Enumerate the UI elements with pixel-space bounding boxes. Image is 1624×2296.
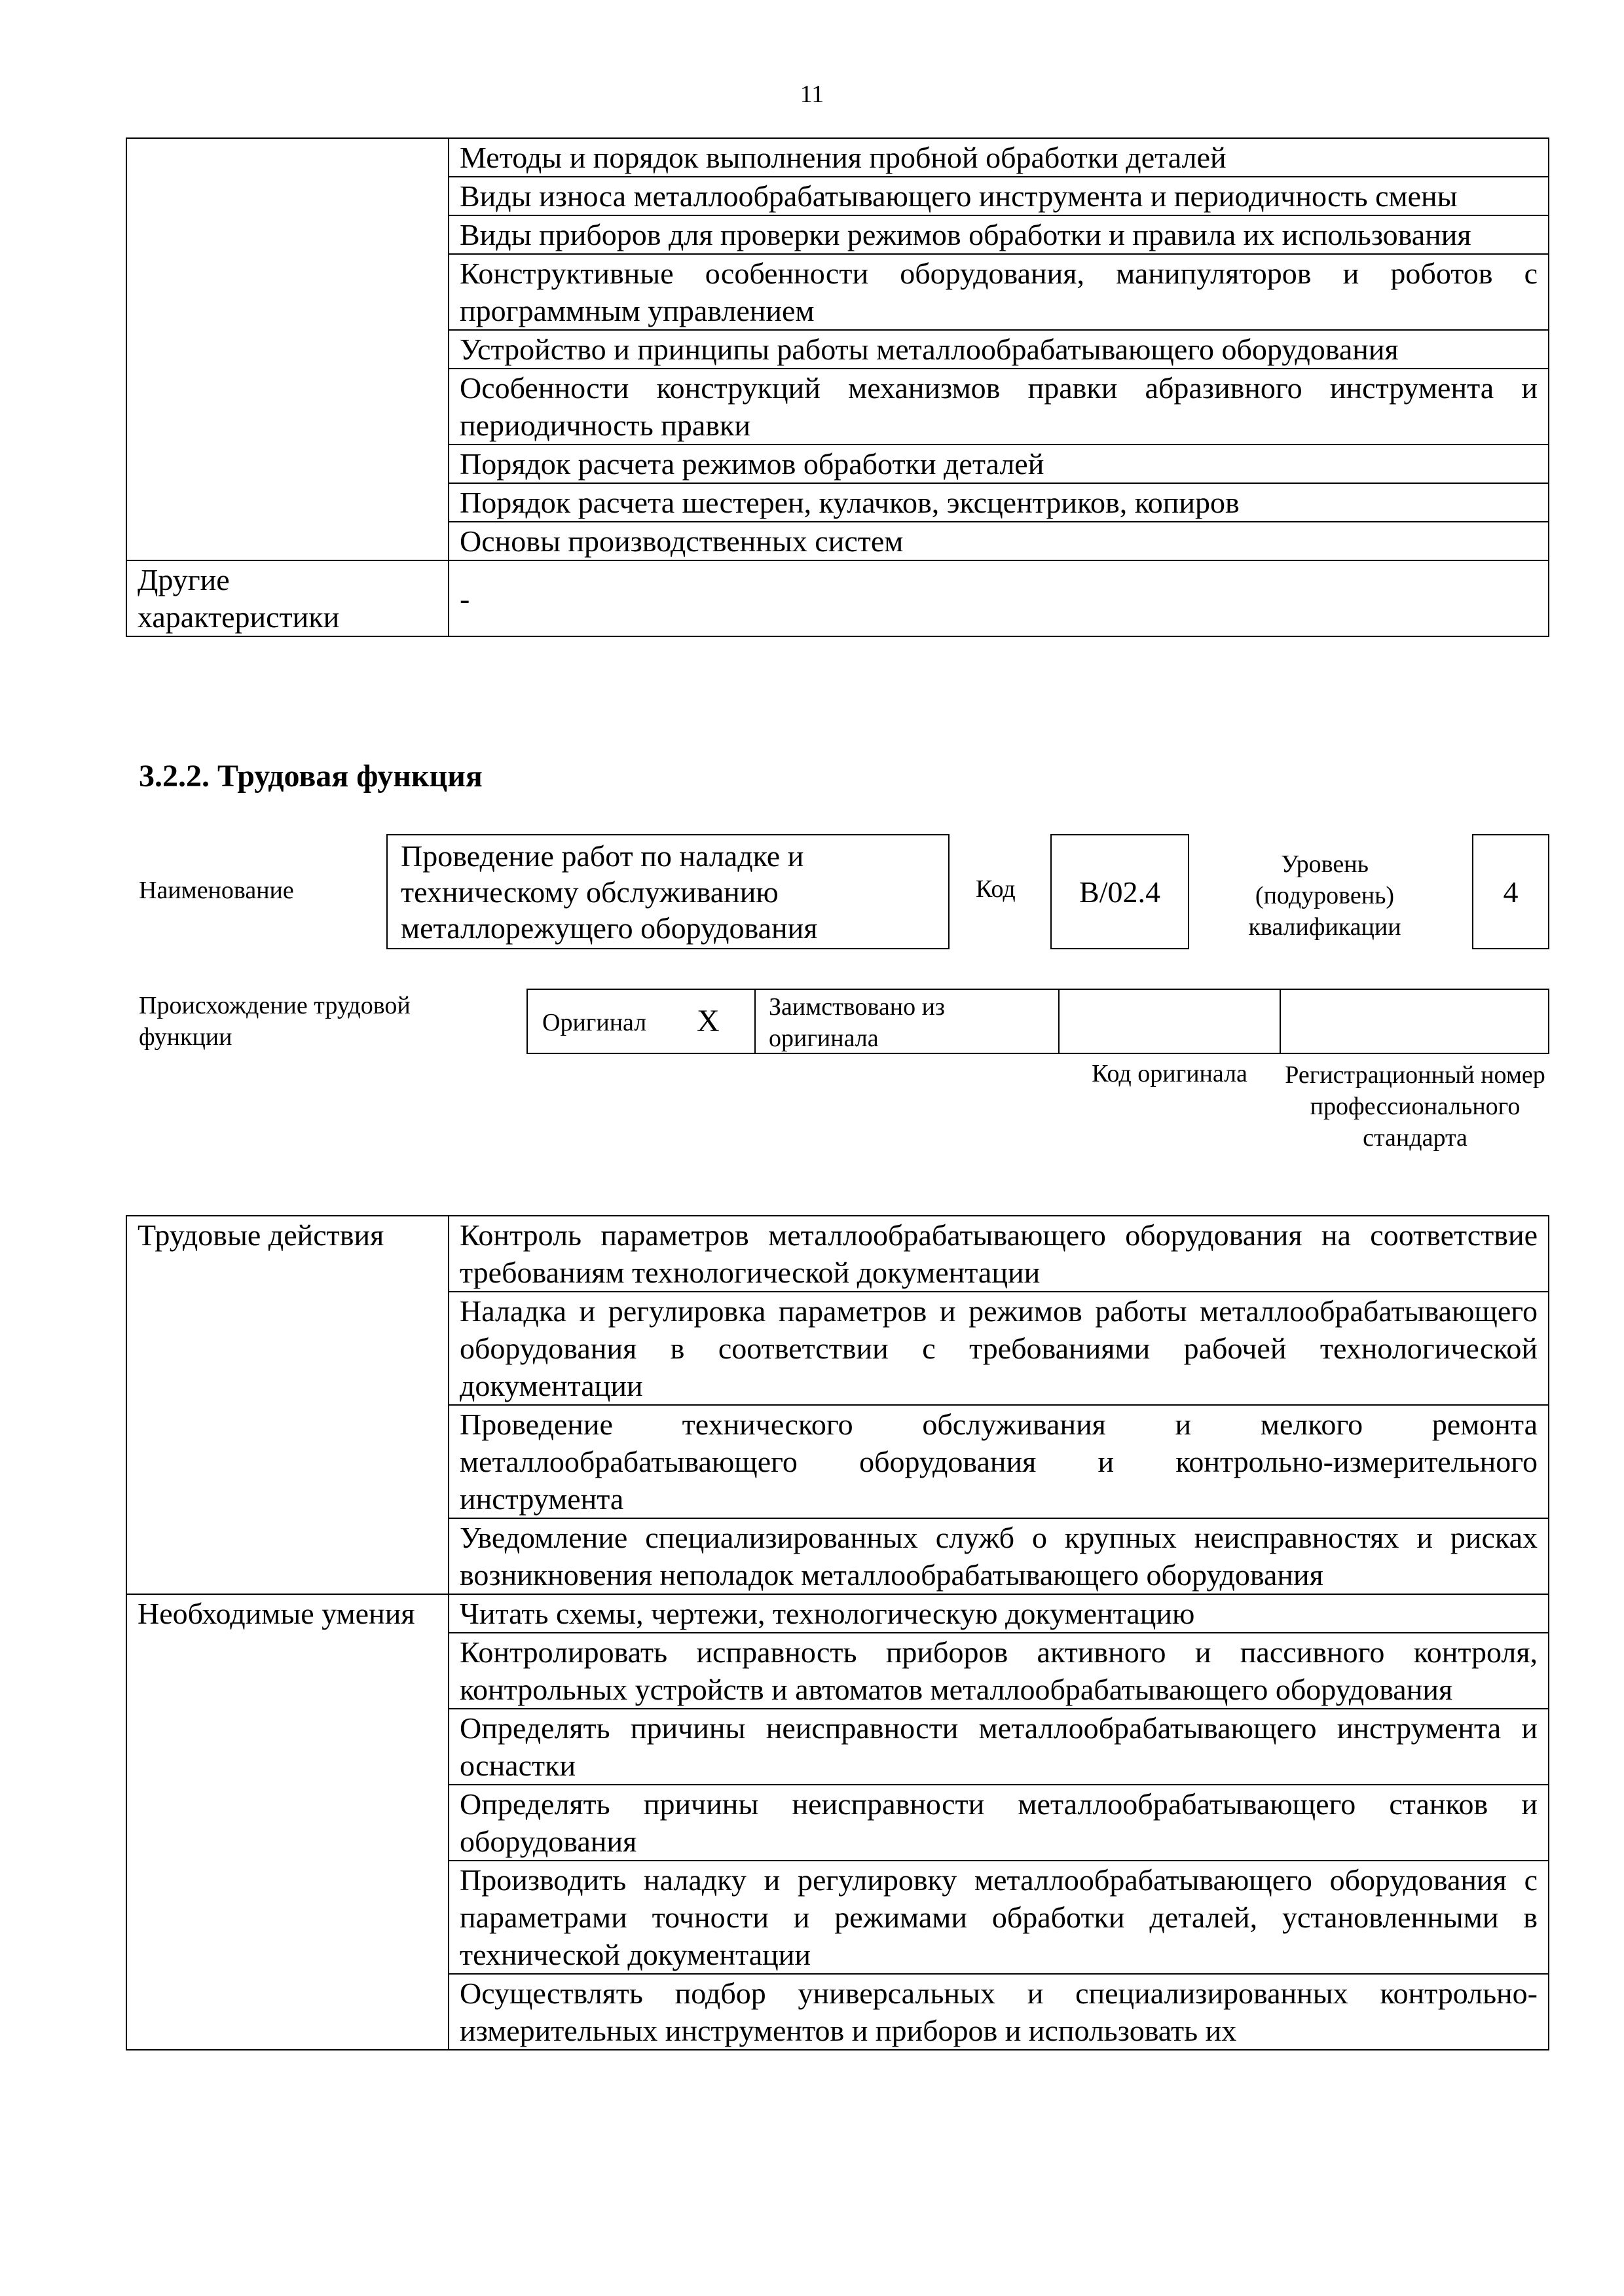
labor-action: Уведомление специализированных служб о крупных неисправностях и рисках возникновения неполадок металлообрабатывающего оборудования <box>449 1518 1549 1594</box>
origin-borrowed: Заимствовано из оригинала <box>769 993 945 1052</box>
labor-actions-label: Трудовые действия <box>126 1216 449 1594</box>
table-row <box>126 138 1549 177</box>
function-name-box <box>386 834 950 949</box>
level-label: Уровень (подуровень) квалификации <box>1248 850 1401 941</box>
table-row <box>126 1216 1549 1292</box>
labor-action: Проведение технического обслуживания и мелкого ремонта металлообрабатывающего оборудования и контрольно-измерительного инструмента <box>449 1405 1549 1518</box>
skill-item: Производить наладку и регулировку металлообрабатывающего оборудования с параметрами точности и режимами обработки деталей, установленными в технической документации <box>449 1861 1549 1974</box>
function-name-value: Проведение работ по наладке и техническому обслуживанию металлорежущего оборудования <box>401 839 818 945</box>
level-value: 4 <box>1472 834 1549 949</box>
knowledge-item: Конструктивные особенности оборудования, манипуляторов и роботов с программным управлением <box>449 254 1549 330</box>
name-label: Наименование <box>139 877 294 904</box>
labor-action: Контроль параметров металлообрабатывающего оборудования на соответствие требованиям технологической документации <box>449 1216 1549 1292</box>
actions-skills-table <box>126 1215 1549 2050</box>
knowledge-item: Методы и порядок выполнения пробной обработки деталей <box>449 138 1549 177</box>
page-number: 11 <box>800 81 824 108</box>
table-row <box>126 560 1549 636</box>
origin-label: Происхождение трудовой функции <box>139 992 411 1051</box>
required-skills-label: Необходимые умения <box>126 1594 449 2050</box>
skill-item: Контролировать исправность приборов активного и пассивного контроля, контрольных устройств и автоматов металлообрабатывающего оборудования <box>449 1633 1549 1709</box>
skill-item: Осуществлять подбор универсальных и специализированных контрольно-измерительных инструментов и приборов и использовать их <box>449 1974 1549 2050</box>
knowledge-item: Особенности конструкций механизмов правки абразивного инструмента и периодичность правки <box>449 369 1549 445</box>
knowledge-item: Порядок расчета шестерен, кулачков, эксцентриков, копиров <box>449 483 1549 522</box>
skill-item: Читать схемы, чертежи, технологическую документацию <box>449 1594 1549 1633</box>
code-value: B/02.4 <box>1050 834 1189 949</box>
knowledge-item: Виды приборов для проверки режимов обработки и правила их использования <box>449 215 1549 254</box>
table-row <box>126 1594 1549 1633</box>
code-original-caption: Код оригинала <box>1092 1060 1247 1087</box>
knowledge-item: Виды износа металлообрабатывающего инструмента и периодичность смены <box>449 177 1549 215</box>
knowledge-item: Устройство и принципы работы металлообрабатывающего оборудования <box>449 330 1549 369</box>
origin-original: Оригинал <box>542 1009 647 1036</box>
knowledge-item: Основы производственных систем <box>449 522 1549 560</box>
empty-label-cell <box>126 138 449 560</box>
other-characteristics-label: Другие характеристики <box>126 560 449 636</box>
skill-item: Определять причины неисправности металлообрабатывающего инструмента и оснастки <box>449 1709 1549 1785</box>
code-label: Код <box>976 875 1016 903</box>
skill-item: Определять причины неисправности металлообрабатывающего станков и оборудования <box>449 1785 1549 1861</box>
labor-action: Наладка и регулировка параметров и режимов работы металлообрабатывающего оборудования в соответствии с требованиями рабочей технологической документации <box>449 1292 1549 1405</box>
origin-mark: X <box>697 1004 720 1038</box>
other-characteristics-value: - <box>449 560 1549 636</box>
origin-divider <box>1280 990 1281 1053</box>
origin-divider <box>754 990 756 1053</box>
origin-divider <box>1058 990 1060 1053</box>
knowledge-table <box>126 137 1549 637</box>
section-title: 3.2.2. Трудовая функция <box>139 759 483 793</box>
reg-number-caption: Регистрационный номер профессионального стандарта <box>1285 1061 1545 1152</box>
knowledge-item: Порядок расчета режимов обработки деталей <box>449 445 1549 483</box>
